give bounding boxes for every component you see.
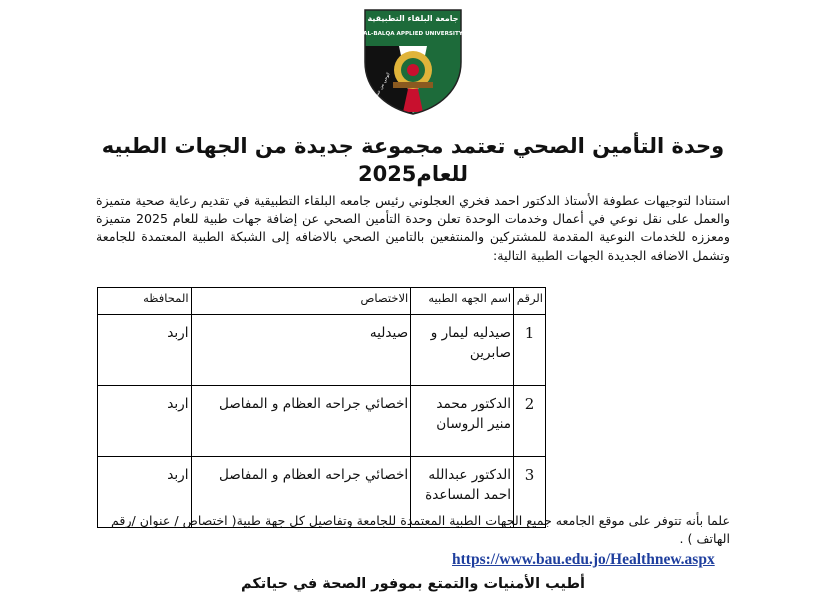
intro-paragraph: استنادا لتوجيهات عطوفة الأستاذ الدكتور احمد فخري العجلوني رئيس جامعه البلقاء التطبيقية في تقديم رعاية صحية متميزة والعمل على نقل نوعي في أعمال وخدمات الوحدة تعلن وحدة التأمين الصحي عن إضافة جهات طبية للعام 2025 متميزة ومعززه للخدمات النوعية المقدمة للمشتركين والمنتفعين بالتامين الصحي بالاضافه إلى الشبكة الطبية المعتمدة للجامعة وتشمل الاضافه الجديدة الجهات الطبية التالية:	[96, 193, 730, 263]
header-num: الرقم	[514, 288, 546, 315]
logo-arabic-name: جامعة البلقاء التطبيقية	[367, 14, 459, 23]
row-num: 1	[514, 315, 546, 386]
logo-motto: كوحي من عند آل عبدالله	[365, 72, 392, 116]
row-governorate: اربد	[98, 386, 192, 457]
row-provider: الدكتور عبدالله احمد المساعدة	[411, 457, 514, 528]
row-num: 2	[514, 386, 546, 457]
row-specialty: اخصائي جراحه العظام و المفاصل	[191, 386, 411, 457]
page-title-year: للعام2025	[357, 162, 469, 186]
header-provider: اسم الجهه الطبيه	[411, 288, 514, 315]
page-title: وحدة التأمين الصحي تعتمد مجموعة جديدة من الجهات الطبيه	[101, 134, 725, 158]
row-specialty: صيدليه	[191, 315, 411, 386]
row-provider: صيدليه ليمار و صابرين	[411, 315, 514, 386]
health-network-link[interactable]: https://www.bau.edu.jo/Healthnew.aspx	[452, 551, 715, 568]
row-provider: الدكتور محمد منير الروسان	[411, 386, 514, 457]
header-governorate: المحافظه	[98, 288, 192, 315]
university-logo	[363, 8, 463, 116]
logo-english-name: AL-BALQA APPLIED UNIVERSITY	[363, 31, 463, 37]
table-header-row	[98, 288, 546, 315]
providers-table	[97, 287, 546, 528]
row-governorate: اربد	[98, 315, 192, 386]
table-row	[98, 315, 546, 386]
row-governorate: اربد	[98, 457, 192, 528]
row-num: 3	[514, 457, 546, 528]
availability-note: علما بأنه تتوفر على موقع الجامعه جميع الجهات الطبية المعتمدة للجامعة وتفاصيل كل جهة طبية( اختصاص / عنوان /رقم الهاتف ) .	[111, 513, 730, 546]
table-row	[98, 386, 546, 457]
row-specialty: اخصائي جراحه العظام و المفاصل	[191, 457, 411, 528]
header-specialty: الاختصاص	[191, 288, 411, 315]
closing-wishes: أطيب الأمنيات والتمتع بموفور الصحة في حياتكم	[240, 576, 586, 592]
